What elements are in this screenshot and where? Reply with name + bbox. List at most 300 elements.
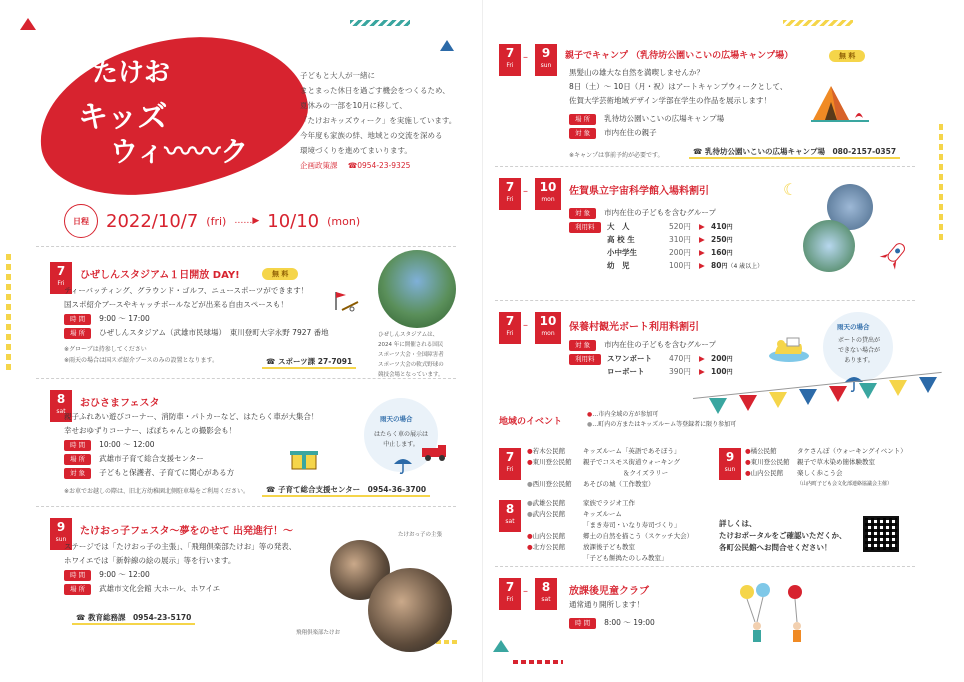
intro-line: 夏休みの一部を10月に移して、 xyxy=(300,101,407,110)
day-number: 8 xyxy=(56,392,66,406)
local-event: 放課後子ども教室 xyxy=(583,543,635,551)
time-row xyxy=(64,568,364,582)
event-desc-line: ティーバッティング、グラウンド・ゴルフ、ニュースポーツができます！ xyxy=(64,286,309,295)
space-photo-2 xyxy=(803,220,855,272)
event-desc-line: 佐賀大学芸術地域デザイン学部在学生の作品を展示します！ xyxy=(569,96,771,105)
price-new xyxy=(711,220,763,233)
divider xyxy=(36,506,456,507)
place-label: 場 所 xyxy=(64,328,91,339)
local-event: 楽しく歩こう会 xyxy=(797,469,843,477)
target-value: 市内在住の子どもを含むグループ xyxy=(604,340,716,349)
more-info xyxy=(719,518,847,554)
divider xyxy=(495,300,915,301)
local-venue xyxy=(527,479,583,490)
price-new-amount: 250 xyxy=(711,235,727,244)
caption-line: 競技会場となっています。 xyxy=(378,372,444,378)
title-blob xyxy=(29,22,317,208)
dance-photo xyxy=(368,568,452,652)
price-new xyxy=(711,246,763,259)
price-arrow: ▶ xyxy=(699,235,705,244)
day-number: 9 xyxy=(56,520,66,534)
price-new-amount: 200 xyxy=(711,354,727,363)
local-event: 家族でラジオ工作 xyxy=(583,499,635,507)
intro-line: 今年度も家族の絆、地域との交流を深める xyxy=(300,131,443,140)
local-row xyxy=(527,553,693,564)
rain-text-line: ボートの貸出が xyxy=(837,337,880,344)
local-event: 「子ども餅搗たのしみ教室」 xyxy=(583,554,668,562)
target-label: 対 象 xyxy=(569,340,596,351)
price-unit: 円 xyxy=(726,224,733,231)
price-new xyxy=(711,233,763,246)
price-arrow: ▶ xyxy=(699,248,705,257)
local-event: 親子でコスモス街道ウォーキング xyxy=(583,458,681,466)
to-dash: – xyxy=(523,52,528,63)
day-number: 9 xyxy=(541,46,551,60)
time-value: 9:00 ～ 17:00 xyxy=(99,314,150,323)
rain-text-line: あります。 xyxy=(844,357,874,364)
day-of-week: sun xyxy=(55,536,67,543)
day-number: 7 xyxy=(505,580,515,594)
rain-text-line: 中止します。 xyxy=(383,441,419,448)
event-title-takeokko: たけおっ子フェスタ～夢をのせて 出発進行！～ xyxy=(80,526,293,537)
local-venue xyxy=(527,553,583,564)
local-venue xyxy=(527,468,583,479)
price-old: 470円 xyxy=(669,354,691,363)
local-event: キッズルーム xyxy=(583,510,622,518)
event-note: ※お車でお越しの際は、旧北方幼稚園北側駐車場をご利用ください。 xyxy=(64,488,250,495)
local-event: ＆クイズラリー xyxy=(623,469,669,477)
tent-icon xyxy=(811,80,871,132)
price-who: 大 人 xyxy=(607,222,630,231)
date-row xyxy=(64,204,360,238)
day-tag-7 xyxy=(499,312,521,344)
dot-gray-icon: ● xyxy=(527,499,533,507)
price-row xyxy=(607,259,763,272)
legend-all xyxy=(587,410,736,420)
stadium-photo xyxy=(378,250,456,328)
price-unit: 円 xyxy=(726,369,733,376)
day-tag-10 xyxy=(535,312,561,344)
local-event: 親子で草木染め簡体験教室 xyxy=(797,458,875,466)
local-row xyxy=(745,479,907,490)
to-dash: – xyxy=(523,186,528,197)
event-desc-line: ホワイエでは「新幹線の絵の展示」等を行います。 xyxy=(64,556,236,565)
divider xyxy=(495,166,915,167)
deco-triangle-2 xyxy=(440,40,454,51)
divider xyxy=(36,378,456,379)
rain-text xyxy=(827,336,891,366)
event-note: ※キャンプは事前予約が必要です。 xyxy=(569,152,664,159)
right-page xyxy=(482,0,964,682)
price-who: 幼 児 xyxy=(607,261,630,270)
intro-line: 環境づくりを進めてまいります。 xyxy=(300,146,412,155)
dot-red-icon: ● xyxy=(527,543,533,551)
venue-text: 北方公民館 xyxy=(532,543,566,551)
price-new-amount: 160 xyxy=(711,248,727,257)
local-event: キッズルーム「英語であそぼう」 xyxy=(583,447,681,455)
free-badge: 無 料 xyxy=(262,268,298,280)
target-label: 対 象 xyxy=(569,208,596,219)
event-desc-line: 8日（土）～ 10日（月・祝）はアートキャンプウィークとして、 xyxy=(569,82,788,91)
place-value: 乳待坊公園いこいの広場キャンプ場 xyxy=(604,114,725,123)
fire-truck-icon xyxy=(420,444,450,466)
day-number: 8 xyxy=(541,580,551,594)
time-label: 時 間 xyxy=(64,570,91,581)
caption-speech: たけおっ子の主張 xyxy=(398,532,443,538)
boat-price-table xyxy=(607,352,733,378)
target-value: 子どもと保護者、子育てに関心がある方 xyxy=(99,468,235,477)
venue-text: 若木公民館 xyxy=(532,447,566,455)
day-number: 7 xyxy=(505,46,515,60)
time-value: 9:00 ～ 12:00 xyxy=(99,570,150,579)
price-new-amount: 80 xyxy=(711,261,722,270)
deco-zigzag-top xyxy=(350,20,410,26)
local-row xyxy=(745,457,907,468)
price-row xyxy=(607,246,763,259)
place-row xyxy=(64,582,364,596)
caption-line: ひぜしんスタジアムは、 xyxy=(378,332,439,338)
time-row xyxy=(64,312,364,326)
day-tag-7 xyxy=(499,178,521,210)
target-value: 市内在住の親子 xyxy=(604,128,657,137)
day-of-week: Fri xyxy=(506,62,514,69)
day-number: 8 xyxy=(505,502,515,516)
local-event: （山内町子ども会文化部連絡協議会主催） xyxy=(797,481,893,487)
date-start: 2022/10/7 xyxy=(106,210,199,232)
local-row xyxy=(527,479,680,490)
contact-childcare: ☎ 子育て総合支援センター 0954-36-3700 xyxy=(262,484,430,497)
moon-icon: ☾ xyxy=(783,180,798,199)
more-info-line: たけおポータルをご確認いただくか、 xyxy=(719,531,847,540)
rain-text-line: できない場合が xyxy=(837,347,880,354)
place-label: 場 所 xyxy=(64,584,91,595)
local-row xyxy=(527,542,693,553)
bunting-flag xyxy=(889,380,907,396)
venue-text: 武内公民館 xyxy=(532,510,566,518)
venue-text: 東川登公民館 xyxy=(532,458,572,466)
local-venue xyxy=(527,498,583,509)
venue-text: 西川登公民館 xyxy=(532,480,572,488)
price-unit: 円 xyxy=(721,263,728,270)
local-venue xyxy=(527,520,583,531)
golf-icon xyxy=(330,290,360,312)
time-label: 時 間 xyxy=(569,618,596,629)
day-number: 7 xyxy=(505,450,515,464)
rocket-icon xyxy=(877,236,913,276)
local-row xyxy=(527,498,693,509)
local-row xyxy=(527,531,693,542)
title-line-1: たけお xyxy=(92,58,171,88)
local-venue xyxy=(745,479,797,490)
deco-stripe-bottom-right xyxy=(513,660,563,664)
bunting-flag xyxy=(859,383,877,399)
day-of-week: Fri xyxy=(57,280,65,287)
event-title-boat: 保養村観光ボート利用料割引 xyxy=(569,322,699,333)
contact-dept-link[interactable]: 企画政策課 xyxy=(300,161,338,170)
local-row xyxy=(527,446,680,457)
caption-line: 2024 年に開催される国民 xyxy=(378,342,444,348)
rain-text-line: はたらく車の展示は xyxy=(373,431,428,438)
day-of-week: sat xyxy=(541,596,551,603)
local-event: タケさんぽ（ウォーキングイベント） xyxy=(797,447,907,455)
price-who: 高 校 生 xyxy=(607,235,635,244)
day-of-week: sun xyxy=(724,466,736,473)
dot-gray-icon: ● xyxy=(587,421,593,428)
day-of-week: mon xyxy=(541,196,555,203)
contact-phone: ☎0954-23-9325 xyxy=(347,161,411,170)
price-old: 100円 xyxy=(669,261,691,270)
target-label: 対 象 xyxy=(64,468,91,479)
title-line-2: キッズ xyxy=(78,100,168,135)
event-desc-line: 親子ふれあい遊びコーナー、消防車・パトカーなど、はたらく車が大集合！ xyxy=(64,412,319,421)
local-venue xyxy=(527,542,583,553)
day-tag-9 xyxy=(719,448,741,480)
place-label: 場 所 xyxy=(64,454,91,465)
local-venue xyxy=(527,446,583,457)
day-number: 10 xyxy=(539,314,557,328)
divider xyxy=(495,566,915,567)
price-row xyxy=(607,220,763,233)
time-label: 時 間 xyxy=(64,314,91,325)
intro-text xyxy=(300,68,470,173)
place-value: 武雄市文化会館 大ホール、ホワイエ xyxy=(99,584,221,593)
price-arrow: ▶ xyxy=(699,354,705,363)
caption-dance: 飛翔倶楽部たけお xyxy=(296,630,341,636)
intro-line: 子どもと大人が一緒に xyxy=(300,71,375,80)
event-desc-line: 黒髪山の雄大な自然を満喫しませんか？ xyxy=(569,68,704,77)
price-who: スワンボート xyxy=(607,354,652,363)
dot-gray-icon: ● xyxy=(527,510,533,518)
price-old: 310円 xyxy=(669,235,691,244)
dot-red-icon: ● xyxy=(527,532,533,540)
event-title-stadium: ひぜしんスタジアム１日開放 DAY! xyxy=(80,270,240,281)
local-event: 「まき寿司・いなり寿司づくり」 xyxy=(583,521,681,529)
free-badge: 無 料 xyxy=(829,50,865,62)
fee-label: 利用料 xyxy=(569,354,601,365)
date-end-dow: (mon) xyxy=(327,214,361,228)
local-venue xyxy=(745,457,797,468)
contact-sports: ☎ スポーツ課 27-7091 xyxy=(262,356,356,369)
title-line-3: ウィ〰〰ク xyxy=(110,135,249,168)
day-of-week: mon xyxy=(541,330,555,337)
dot-gray-icon: ● xyxy=(527,480,533,488)
qr-code[interactable] xyxy=(863,516,899,552)
rain-title: 雨天の場合 xyxy=(837,323,870,331)
fee-label: 利用料 xyxy=(569,222,601,233)
event-target xyxy=(569,206,716,220)
day-of-week: Fri xyxy=(506,466,514,473)
price-who: 小中学生 xyxy=(607,248,637,257)
dot-red-icon: ● xyxy=(587,411,593,418)
date-start-dow: (fri) xyxy=(206,214,227,228)
more-info-line: 各町公民館へお問合せください！ xyxy=(719,543,832,552)
target-label: 対 象 xyxy=(569,128,596,139)
day-number: 7 xyxy=(505,180,515,194)
price-row xyxy=(607,365,733,378)
local-row xyxy=(527,457,680,468)
day-of-week: sat xyxy=(505,518,515,525)
venue-text: 武雄公民館 xyxy=(532,499,566,507)
day-tag-8 xyxy=(535,578,557,610)
local-row xyxy=(527,509,693,520)
dot-red-icon: ● xyxy=(745,458,751,466)
legend-local-text: …町内の方またはキッズルーム等登録者に限り参加可 xyxy=(592,421,737,428)
fee-label-row xyxy=(569,220,609,234)
place-row xyxy=(64,326,364,340)
time-value: 8:00 ～ 19:00 xyxy=(604,618,655,627)
price-row xyxy=(607,233,763,246)
date-badge: 日程 xyxy=(64,204,98,238)
bunting-flag xyxy=(739,395,757,411)
place-label: 場 所 xyxy=(569,114,596,125)
local-event: あそびの城（工作教室） xyxy=(583,480,655,488)
legend xyxy=(587,410,736,430)
intro-line: 「たけおキッズウィーク」を実施しています。 xyxy=(300,116,457,125)
deco-stripe-right xyxy=(939,120,943,240)
price-arrow: ▶ xyxy=(699,367,705,376)
event-desc-line: ステージでは「たけおっ子の主張」、「飛翔倶楽部たけお」等の発表、 xyxy=(64,542,297,551)
fee-label-row xyxy=(569,352,609,366)
price-old: 390円 xyxy=(669,367,691,376)
venue-text: 東川登公民館 xyxy=(750,458,790,466)
event-desc xyxy=(64,410,364,480)
place-value: 武雄市子育て総合支援センター xyxy=(99,454,204,463)
local-events-title: 地域のイベント xyxy=(499,417,563,427)
event-title-kidsclub: 放課後児童クラブ xyxy=(569,586,649,597)
legend-local xyxy=(587,420,736,430)
price-new xyxy=(711,365,733,378)
price-new xyxy=(711,259,763,272)
to-dash: – xyxy=(523,320,528,331)
caption-line: スポーツ大会の軟式野球の xyxy=(378,362,444,368)
space-price-table xyxy=(607,220,763,272)
time-row xyxy=(64,438,364,452)
price-who: ローボート xyxy=(607,367,645,376)
deco-stripe-left xyxy=(6,250,11,370)
price-new-amount: 410 xyxy=(711,222,727,231)
event-title-ohisama: おひさまフェスタ xyxy=(80,398,160,409)
day-tag-7 xyxy=(499,448,521,480)
event-desc-line: 通常通り開所します！ xyxy=(569,600,644,609)
balloon-kids-icon xyxy=(733,582,823,656)
time-row xyxy=(569,616,655,630)
day-number: 7 xyxy=(505,314,515,328)
event-desc xyxy=(64,540,364,596)
intro-line: まとまった休日を過ごす機会をつくるため、 xyxy=(300,86,450,95)
dot-red-icon: ● xyxy=(745,447,751,455)
event-target xyxy=(569,338,716,352)
day-of-week: Fri xyxy=(506,596,514,603)
day-tag-8 xyxy=(499,500,521,532)
umbrella-icon xyxy=(392,454,414,478)
divider xyxy=(36,246,456,247)
deco-triangle xyxy=(20,18,36,30)
price-unit: 円 xyxy=(726,356,733,363)
event-desc-line: 国スポ紹介ブースやキャッチボールなどが出来る自由スペースも！ xyxy=(64,300,288,309)
target-row xyxy=(64,466,364,480)
venue-text: 橘公民館 xyxy=(750,447,777,455)
day-of-week: sat xyxy=(56,408,66,415)
local-row xyxy=(527,468,680,479)
local-day8-table xyxy=(527,498,693,564)
day-tag-7 xyxy=(499,578,521,610)
time-label: 時 間 xyxy=(64,440,91,451)
note-line: ※グローブは持参してください xyxy=(64,346,147,353)
day-of-week: Fri xyxy=(506,330,514,337)
price-arrow: ▶ xyxy=(699,261,705,270)
time-value: 10:00 ～ 12:00 xyxy=(99,440,155,449)
local-row xyxy=(745,468,907,479)
place-value: ひぜしんスタジアム（武雄市民球場） 東川登町大字永野 7927 番地 xyxy=(99,328,329,337)
place-row xyxy=(64,452,364,466)
dot-red-icon: ● xyxy=(745,469,751,477)
day-number: 10 xyxy=(539,180,557,194)
price-new xyxy=(711,352,733,365)
local-row xyxy=(745,446,907,457)
target-value: 市内在住の子どもを含むグループ xyxy=(604,208,716,217)
caption-line: スポーツ大会・全国障害者 xyxy=(378,352,444,358)
deco-triangle-3 xyxy=(493,640,509,652)
date-arrow: ……▶ xyxy=(234,216,260,226)
venue-text: 山内公民館 xyxy=(532,532,566,540)
price-note: （4 歳以上） xyxy=(727,263,764,270)
bunting-flag xyxy=(799,389,817,405)
price-arrow: ▶ xyxy=(699,222,705,231)
local-row xyxy=(527,520,693,531)
swan-boat-icon xyxy=(767,334,811,368)
bunting-flag xyxy=(829,386,847,402)
day-of-week: Fri xyxy=(506,196,514,203)
contact-camp: ☎ 乳待坊公園いこいの広場キャンプ場 080-2157-0357 xyxy=(689,146,900,159)
day-tag-7 xyxy=(499,44,521,76)
day-tag-9 xyxy=(535,44,557,76)
local-event: 郷土の自然を描こう（スケッチ大会） xyxy=(583,532,694,540)
price-old: 520円 xyxy=(669,222,691,231)
day-tag-10 xyxy=(535,178,561,210)
local-venue xyxy=(527,457,583,468)
event-note xyxy=(64,344,218,366)
note-line: ※雨天の場合は国スポ紹介ブースのみの設置となります。 xyxy=(64,357,219,364)
legend-all-text: …市内全域の方が参加可 xyxy=(592,411,659,418)
deco-zigzag-top-right xyxy=(783,20,853,26)
day-of-week: sun xyxy=(540,62,552,69)
event-desc xyxy=(64,284,364,340)
stadium-caption xyxy=(378,330,468,380)
price-row xyxy=(607,352,733,365)
dot-red-icon: ● xyxy=(527,458,533,466)
contact-education: ☎ 教育総務課 0954-23-5170 xyxy=(72,612,195,625)
local-venue xyxy=(527,531,583,542)
bunting-flag xyxy=(919,377,937,393)
rain-title: 雨天の場合 xyxy=(380,415,413,423)
price-old: 200円 xyxy=(669,248,691,257)
event-desc xyxy=(569,598,655,630)
gift-box-icon xyxy=(290,446,318,474)
more-info-line: 詳しくは、 xyxy=(719,519,757,528)
local-venue xyxy=(527,509,583,520)
local-day9-table xyxy=(745,446,907,490)
dot-red-icon: ● xyxy=(527,447,533,455)
local-venue xyxy=(745,446,797,457)
day-number: 9 xyxy=(725,450,735,464)
bunting-flag xyxy=(769,392,787,408)
price-unit: 円 xyxy=(726,237,733,244)
event-title-camp: 親子でキャンプ （乳待坊公園いこいの広場キャンプ場） xyxy=(565,51,794,61)
event-title-space: 佐賀県立宇宙科学館入場料割引 xyxy=(569,186,709,197)
venue-text: 山内公民館 xyxy=(750,469,784,477)
local-day7-table xyxy=(527,446,680,490)
date-end: 10/10 xyxy=(267,210,320,232)
